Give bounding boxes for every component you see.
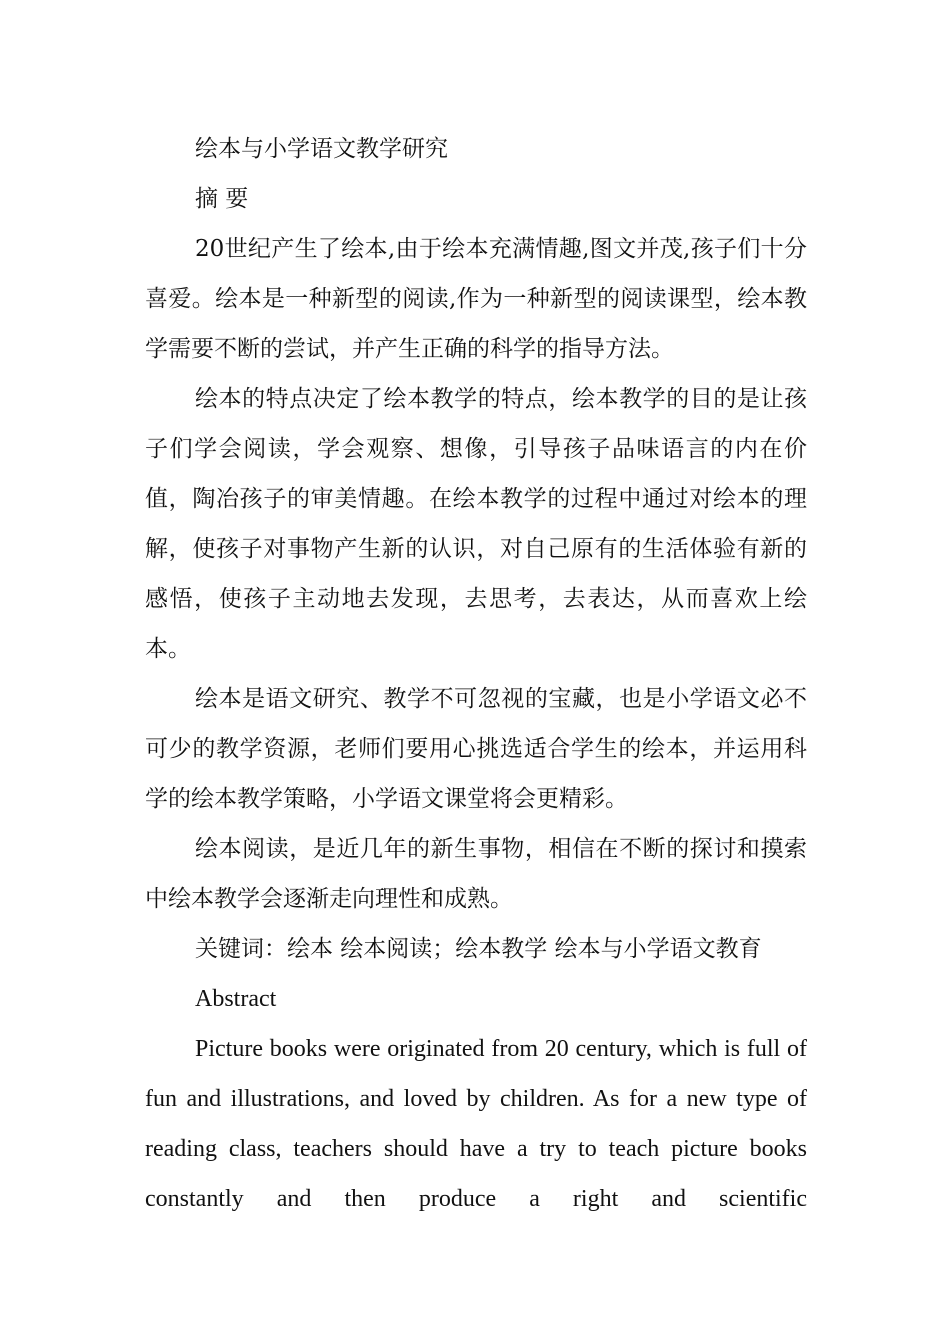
abstract-en-paragraph: Picture books were originated from 20 century, which is full of fun and illustrations, and loved by children. As for a new type of reading class, teachers should have a try to teach picture books constantly and then produce a right and scientific	[145, 1036, 807, 1212]
abstract-paragraph-3: 绘本是语文研究、教学不可忽视的宝藏，也是小学语文必不可少的教学资源，老师们要用心挑选适合学生的绘本，并运用科学的绘本教学策略，小学语文课堂将会更精彩。	[145, 686, 807, 812]
document-body	[145, 124, 807, 1224]
document-title: 绘本与小学语文教学研究	[195, 136, 448, 162]
abstract-paragraph-2: 绘本的特点决定了绘本教学的特点，绘本教学的目的是让孩子们学会阅读，学会观察、想像，引导孩子品味语言的内在价值，陶冶孩子的审美情趣。在绘本教学的过程中通过对绘本的理解，使孩子对事物产生新的认识，对自己原有的生活体验有新的感悟，使孩子主动地去发现，去思考，去表达，从而喜欢上绘本。	[145, 386, 807, 662]
abstract-paragraph-1: 20世纪产生了绘本,由于绘本充满情趣,图文并茂,孩子们十分喜爱。绘本是一种新型的阅读,作为一种新型的阅读课型，绘本教学需要不断的尝试，并产生正确的科学的指导方法。	[145, 236, 807, 362]
abstract-heading: 摘 要	[195, 186, 249, 212]
abstract-paragraph-4: 绘本阅读，是近几年的新生事物，相信在不断的探讨和摸索中绘本教学会逐渐走向理性和成熟。	[145, 836, 807, 912]
keywords-line: 关键词：绘本 绘本阅读；绘本教学 绘本与小学语文教育	[195, 936, 762, 962]
abstract-en-heading: Abstract	[195, 986, 277, 1012]
